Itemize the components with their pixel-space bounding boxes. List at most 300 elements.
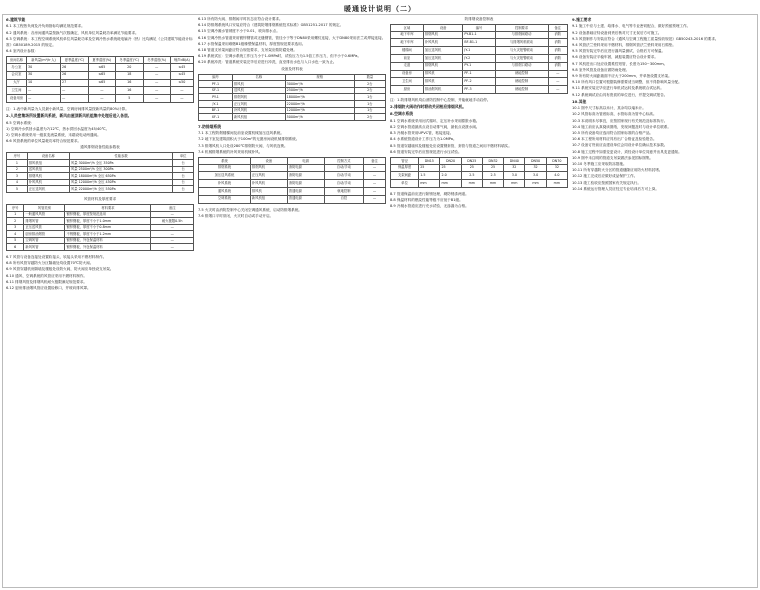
table-cell: 就地控制 (495, 70, 548, 78)
paragraph: 6.13 所有防火阀、排烟阀平时状态应符合设计要求。 (198, 17, 283, 21)
table-header-cell: DN15 (419, 158, 440, 165)
table-cell: 台 (173, 179, 194, 186)
table-cell: 26 (61, 71, 89, 79)
table-row (391, 31, 568, 39)
table-cell: 办公室 (7, 64, 27, 72)
table-cell: 新风机组 (233, 114, 286, 121)
table-cell: mm (440, 180, 461, 188)
column-1 (6, 16, 194, 584)
table-cell: 1 (7, 211, 24, 218)
table-cell: 排烟风机 (423, 31, 463, 39)
table-header-row (391, 158, 568, 165)
paragraph: 6.14 防排烟系统风口安装应符合《建筑防烟排烟系统技术标准》GB51251-2017 的规定。 (198, 23, 344, 28)
table-cell: ≤45 (170, 64, 193, 72)
table-cell: 25 (440, 164, 461, 172)
table-cell: — (151, 211, 194, 218)
paragraph: 10.12 施工完成后应做好成品保护工作。 (572, 174, 638, 179)
table-cell: 消防 (548, 39, 567, 47)
design-parameter-table (6, 56, 194, 103)
table-row (391, 47, 568, 55)
table-cell: PY-B1-1 (463, 31, 495, 39)
table-cell: 与火灾报警联动 (495, 54, 548, 62)
table-row (7, 87, 194, 95)
table-cell: 新风机组 (250, 195, 287, 203)
paragraph: 9.2 设备基础应待设备到货后核对尺寸无误后方可施工。 (572, 30, 662, 35)
table-row (7, 244, 194, 251)
paragraph: 7.1 本工程防烟楼梯间及前室设置机械加压送风系统。 (198, 131, 284, 136)
table-cell: 3000m³/h (285, 81, 354, 88)
paragraph: 10.10 冬季施工应采取防冻措施。 (572, 162, 627, 167)
table-cell: 1台 (354, 101, 385, 108)
paragraph: 8.6 管道安装完毕后应按规范进行水压试验。 (390, 149, 462, 154)
table-cell: ≤65 (88, 79, 115, 87)
table-row (391, 164, 568, 172)
table-cell: XF-1 (199, 114, 233, 121)
table-header-cell: 夏季温度(℃) (61, 57, 89, 64)
table-cell: ≤65 (88, 71, 115, 79)
table-cell: 地下车库 (391, 31, 424, 39)
table-header-cell: 序号 (7, 153, 28, 160)
table-header-cell: 房间名称 (7, 57, 27, 64)
table-cell: 排油烟风机 (423, 86, 463, 94)
table-row (199, 172, 386, 180)
table-header-cell: DN32 (482, 158, 503, 165)
table-header-cell: 噪声dB(A) (170, 57, 193, 64)
table-cell: — (88, 87, 115, 95)
table-cell: 18 (115, 71, 143, 79)
table-header-row (199, 74, 386, 81)
table-cell: — (170, 87, 193, 95)
paragraph: 8.1 空调水系统采用闭式循环，定压补水采用膨胀水箱。 (390, 118, 480, 123)
paragraph: 6.15 空调冷凝水管坡度不小于0.01，坡向排水点。 (198, 29, 280, 34)
table-row (7, 218, 194, 225)
paragraph: 9.9 所有防火阀距墙面不应大于200mm，并单独设置支吊架。 (572, 74, 672, 79)
paragraph: 10.13 竣工验收应按照国家有关规定执行。 (572, 180, 641, 185)
section-heading: 7.防排烟系统 (198, 123, 222, 129)
table-header-cell: DN40 (504, 158, 525, 165)
paragraph: 注：1.防排烟风机均由消防控制中心控制，并能就地手动启停。 (390, 97, 491, 102)
table-cell: — (548, 78, 567, 86)
table-cell: 16 (115, 87, 143, 95)
paragraph: 7.2 地下室及建筑面积大于100m²的无窗房间设机械排烟系统。 (198, 137, 300, 142)
table-cell: — (151, 237, 194, 244)
table-cell: 前室 (391, 54, 424, 62)
table-cell: JY-1 (463, 47, 495, 55)
table-row (7, 231, 194, 238)
table-cell: 新风风管 (24, 244, 65, 251)
duct-material-table (6, 204, 194, 251)
table-header-row (7, 57, 194, 64)
table-cell: 5 (7, 186, 28, 193)
table-cell: 卫生间 (391, 78, 424, 86)
table-header-cell: 编号 (463, 25, 495, 32)
table-cell: 26 (61, 64, 89, 72)
table-cell: 22000m³/h (285, 101, 354, 108)
paragraph: 6.16 空调冷热水管道采用镀锌钢管或无缝钢管，管径小于等于DN80采用螺纹连接，大于DN80采用法兰或焊接连接。 (198, 35, 386, 40)
paragraph: 10.7 设备订货前应由建设单位会同设计单位确认技术参数。 (572, 143, 668, 148)
table-cell: 一般通风风管 (24, 211, 65, 218)
table-cell: 30 (27, 71, 61, 79)
table-cell: 消防 (548, 31, 567, 39)
page-title: 暖通设计说明（二） (344, 4, 416, 13)
table-cell: 自控 (324, 195, 363, 203)
section-design-notes (6, 106, 194, 144)
table-cell: — (143, 87, 170, 95)
table-cell: — (364, 180, 386, 188)
table-row (391, 62, 568, 70)
paragraph: 8.4 水系统管道设计工作压力为1.0MPa。 (390, 137, 457, 142)
paragraph: 9.1 施工中应与土建、给排水、电气等专业密切配合，做好预留预埋工作。 (572, 24, 691, 29)
table-cell: 与排烟口联动 (495, 62, 548, 70)
table-row (199, 81, 386, 88)
table-header-cell: 数量 (354, 74, 385, 81)
table-cell: SF-1 (199, 87, 233, 94)
table-cell: mm (504, 180, 525, 188)
table-header-cell: 控制方式 (324, 158, 363, 165)
table-cell: 3.0 (525, 172, 546, 180)
table-cell: — (143, 71, 170, 79)
table-row (199, 187, 386, 195)
table-cell: — (143, 95, 170, 103)
table-cell: 2台 (354, 87, 385, 94)
paragraph: 8.2 空调水管道最高点设自动排气阀，最低点设泄水阀。 (390, 125, 480, 130)
paragraph: 9.4 风管法兰垫料采用不燃材料，排烟风管法兰垫料采用石棉垫。 (572, 43, 676, 48)
table-cell: 消防 (548, 54, 567, 62)
table-cell: 25 (461, 164, 482, 172)
table-header-row (7, 204, 194, 211)
table-cell: 32 (525, 164, 546, 172)
table-header-cell: 单位 (173, 153, 194, 160)
paragraph: 8.8 保温材料的燃烧性能等级不应低于B1级。 (390, 198, 463, 203)
table-cell: JY-2 (463, 54, 495, 62)
table-cell: 风量 2500m³/h 全压 300Pa (69, 166, 172, 173)
table-cell: 4 (7, 231, 24, 238)
table-cell: 楼梯间 (391, 47, 424, 55)
table-cell: 台 (173, 166, 194, 173)
table-cell: — (151, 224, 194, 231)
section-water-system (390, 97, 568, 155)
table-cell: mm (419, 180, 440, 188)
paragraph: 6.10 通风、空调系统的风管应采用不燃材料制作。 (6, 273, 88, 278)
table-cell: — (27, 95, 61, 103)
table-row (391, 78, 568, 86)
table-cell: BF-B1-1 (463, 39, 495, 47)
column-4 (572, 16, 754, 584)
table-cell: 风量 22000m³/h 全压 550Pa (69, 186, 172, 193)
table-cell: 补风系统 (199, 180, 251, 188)
table-cell: mm (546, 180, 567, 188)
table-header-row (199, 158, 386, 165)
table-cell: 消防电源 (287, 164, 324, 172)
table-header-cell: 设备 (423, 25, 463, 32)
table-caption: 防排烟设备控制表 (464, 17, 494, 21)
table-cell: 正压送风机 (27, 186, 69, 193)
table-cell: ≤50 (170, 79, 193, 87)
paragraph: 7.5 火灾时由消防控制中心关闭空调通风系统，启动防排烟系统。 (198, 207, 302, 212)
table-cell: 地下车库 (391, 39, 424, 47)
table-cell: PF-1 (463, 70, 495, 78)
table-cell: 2台 (354, 81, 385, 88)
paragraph: 6.1 本工程热负荷及冷负荷指标均满足规范要求。 (6, 24, 85, 29)
paragraph: 6.7 风管与设备连接处设置软接头，软接头采用不燃材料制作。 (6, 255, 107, 260)
table-cell: — (548, 86, 567, 94)
table-cell: 30 (27, 64, 61, 72)
table-cell: 排风机 (423, 70, 463, 78)
table-cell: 与排烟阀联动 (495, 31, 548, 39)
table-cell: 支架间距 (391, 172, 419, 180)
paragraph: 6.6 风管系统的单位风量耗功率符合规范要求。 (6, 139, 82, 144)
section-building-energy (6, 17, 194, 54)
table-row (199, 195, 386, 203)
equipment-list-table (198, 74, 386, 121)
table-caption: 风管材料及厚度要求 (83, 196, 117, 201)
table-row (7, 95, 194, 103)
paragraph: 9.10 所有风口位置可根据装修需要适当调整，但不得影响风量分配。 (572, 80, 682, 85)
table-cell: 台 (173, 173, 194, 180)
table-header-cell: 新风量(m³/h·人) (27, 57, 61, 64)
table-header-cell: 系统 (199, 158, 251, 165)
table-header-cell: 材料要求 (65, 204, 151, 211)
table-cell: 加压送风机 (423, 47, 463, 55)
section-piping-notes (198, 16, 386, 66)
table-row (7, 64, 194, 72)
section-fire-linkage (198, 207, 386, 219)
table-cell: 加压送风系统 (199, 172, 251, 180)
table-row (7, 166, 194, 173)
paragraph: 10.14 系统运行管理人员应经过专业培训后方可上岗。 (572, 186, 659, 191)
table-cell: 排烟风管 (24, 218, 65, 225)
section-smoke-control (198, 124, 386, 155)
table-cell: 普通电源 (287, 195, 324, 203)
smoke-control-table (390, 24, 568, 94)
table-caption: 通风排烟设备性能参数表 (80, 145, 120, 150)
table-header-cell: 性能参数 (69, 153, 172, 160)
paragraph: 8.5 管道穿越墙体及楼板处应设置钢套管，套管与管道之间用不燃材料填实。 (390, 143, 512, 148)
table-row (199, 94, 386, 101)
section-construction-requirements (572, 17, 754, 192)
table-row (391, 86, 568, 94)
table-cell: 补风风机 (423, 39, 463, 47)
table-cell: 2 (7, 218, 24, 225)
table-row (391, 39, 568, 47)
table-row (199, 164, 386, 172)
table-cell: ≤45 (170, 71, 193, 79)
table-cell: — (151, 231, 194, 238)
table-header-cell: 夏季湿度(%) (88, 57, 115, 64)
table-row (199, 107, 386, 114)
pipe-insulation-table (390, 157, 568, 188)
paragraph: 9.3 风管制作与安装应符合《通风与空调工程施工质量验收规范》GB50243-2016 的要求。 (572, 36, 719, 41)
table-cell: 4 (7, 179, 28, 186)
table-header-cell: 备注 (548, 25, 567, 32)
section-heading: 10.其他 (572, 98, 587, 104)
table-cell: 送风机 (233, 87, 286, 94)
paragraph: 8.7 管道保温前应进行除锈处理，刷防锈漆两道。 (390, 192, 469, 197)
paragraph: 10.8 施工过程中如需变更设计，须经设计单位同意并出具变更通知。 (572, 149, 682, 154)
paragraph: 6.5 空调水系统： (6, 120, 35, 125)
table-row (391, 180, 568, 188)
table-cell: 风量 12000m³/h 全压 450Pa (69, 179, 172, 186)
table-cell: 普通电源 (287, 187, 324, 195)
table-cell: ≤65 (88, 64, 115, 72)
table-row (7, 179, 194, 186)
table-cell: 台 (173, 186, 194, 193)
table-header-cell: 备注 (151, 204, 194, 211)
table-cell: 消防 (548, 47, 567, 55)
table-cell: 镀锌钢板，厚度按规范选用 (65, 211, 151, 218)
table-cell: mm (525, 180, 546, 188)
table-cell: 自动/手动 (324, 164, 363, 172)
paragraph: 10.9 图中未注明的管道支吊架做法参见国标图集。 (572, 155, 654, 160)
table-row (199, 180, 386, 188)
table-cell: 正压送风管 (24, 224, 65, 231)
table-cell: 2.5 (461, 172, 482, 180)
table-caption: 设备及材料表 (281, 66, 303, 71)
table-row (7, 79, 194, 87)
paragraph: 注：1.表中新风量为人员最小新风量，空调房间排风量按新风量的80%计算。 (6, 106, 129, 111)
table-cell: 20 (115, 64, 143, 72)
section-insulation-notes (390, 191, 568, 210)
table-cell: 正压风机 (233, 101, 286, 108)
paragraph: 7.6 排烟口平时常闭，火灾时自动或手动开启。 (198, 213, 274, 218)
table-cell: PY-1 (463, 62, 495, 70)
paragraph: 7.3 排烟风机入口处设280℃排烟防火阀，与风机连锁。 (198, 143, 288, 148)
table-cell: 2500m³/h (285, 87, 354, 94)
table-cell: 2.0 (440, 172, 461, 180)
table-header-row (7, 153, 194, 160)
table-cell: 风量 18000m³/h 全压 650Pa (69, 173, 172, 180)
table-cell: 2.5 (482, 172, 503, 180)
paragraph: 8.9 冷凝水管道应进行充水试验，无渗漏为合格。 (390, 204, 469, 209)
table-row (199, 101, 386, 108)
table-cell: 耐火极限0.5h (151, 218, 194, 225)
table-header-cell: 风管类别 (24, 204, 65, 211)
table-cell: — (88, 95, 115, 103)
table-cell: 1台 (354, 107, 385, 114)
table-cell: 1.5 (419, 172, 440, 180)
table-cell: 会议室 (7, 71, 27, 79)
table-cell: 1 (7, 159, 28, 166)
table-cell: 18000m³/h (285, 94, 354, 101)
table-cell: 走道 (391, 62, 424, 70)
table-header-cell: 名称 (233, 74, 286, 81)
table-cell: 大厅 (7, 79, 27, 87)
section-heading: 9.施工要求 (572, 17, 592, 22)
paragraph: 10.3 本说明未尽事宜，应按国家现行有关规范及标准执行。 (572, 118, 668, 123)
table-header-cell: 冬季湿度(%) (143, 57, 170, 64)
table-cell: 4.0 (546, 172, 567, 180)
table-cell: 排烟风机 (250, 164, 287, 172)
table-cell: 卫生间 (7, 87, 27, 95)
table-header-cell: 管径 (391, 158, 419, 165)
table-header-cell: 区域 (391, 25, 424, 32)
table-cell: 镀锌钢板，外包保温材料 (65, 237, 151, 244)
table-cell: 排风机 (250, 187, 287, 195)
table-header-cell: 控制要求 (495, 25, 548, 32)
paragraph: 10.1 图中尺寸标高以米计，其余均以毫米计。 (572, 106, 646, 111)
paragraph: 6.19 系统试压：空调水系统工作压力小于1.0MPa时，试验压力为1.5倍工作压力，但不小于0.6MPa。 (198, 54, 362, 59)
paragraph: 9.7 风机进出口处应设置柔性短管，长度为150~300mm。 (572, 61, 668, 66)
paragraph: 7.4 机械排烟系统的补风采用机械补风。 (198, 149, 263, 154)
table-cell: 32 (504, 164, 525, 172)
table-cell: — (27, 87, 61, 95)
table-cell: 空调系统 (199, 195, 251, 203)
table-row (391, 70, 568, 78)
paragraph: 6.17 水管保温采用难燃B1级橡塑保温材料，厚度按规范要求选用。 (198, 41, 306, 46)
table-cell: 消防电源 (287, 172, 324, 180)
table-cell: 消防 (548, 62, 567, 70)
table-cell: — (548, 70, 567, 78)
table-cell: 3 (7, 173, 28, 180)
paragraph: 6.8 所有风管穿越防火分区隔墙处均设置70℃防火阀。 (6, 261, 94, 266)
paragraph: 10.11 所有穿越防火分区的管道缝隙应用防火材料封堵。 (572, 168, 663, 173)
table-cell: PY-1 (199, 94, 233, 101)
table-row (7, 211, 194, 218)
table-cell: — (364, 164, 386, 172)
paragraph: 9.8 室外风管及设备应做防雨处理。 (572, 67, 630, 72)
table-cell: 3.0 (504, 172, 525, 180)
table-cell: PF-3 (463, 86, 495, 94)
table-cell: 5 (115, 95, 143, 103)
table-row (199, 114, 386, 121)
table-cell: 2 (7, 166, 28, 173)
table-cell: — (364, 172, 386, 180)
section-duct-notes (6, 254, 194, 291)
table-header-cell: 设备名称 (27, 153, 69, 160)
paragraph: 6.11 排烟风管及排烟风机耐火极限满足规范要求。 (6, 279, 88, 284)
table-cell: 自动/手动 (324, 180, 363, 188)
table-row (199, 87, 386, 94)
paragraph: 9.6 设备安装应平稳牢固，减振装置应符合设计要求。 (572, 55, 658, 60)
table-cell: 设备用房 (7, 95, 27, 103)
table-cell: 16 (115, 79, 143, 87)
table-header-cell: DN20 (440, 158, 461, 165)
table-row (7, 71, 194, 79)
column-3 (390, 16, 568, 584)
paragraph: 10.5 所有设备均应选用符合国家标准的合格产品。 (572, 131, 654, 136)
table-cell: — (364, 187, 386, 195)
table-cell: 5 (7, 237, 24, 244)
paragraph: 9.12 系统调试应由具有资质的单位进行，并提交调试报告。 (572, 92, 668, 97)
paragraph: 6.2 通风系统：各房间通风量按换气次数确定，风机单位风量耗功率满足节能要求。 (6, 30, 139, 35)
table-cell: 镀锌钢板，厚度不小于0.8mm (65, 224, 151, 231)
table-cell: 送风机组 (27, 166, 69, 173)
table-cell: JY-1 (199, 101, 233, 108)
paragraph: 9.11 系统安装完毕应进行单机试运转及系统联合试运转。 (572, 86, 664, 91)
section-heading: 2.排烟防火阀动作时联动关闭相应排烟风机。 (390, 104, 467, 110)
table-cell: 与火灾报警联动 (495, 47, 548, 55)
table-cell: 5000m³/h (285, 114, 354, 121)
table-header-cell: DN70 (546, 158, 567, 165)
table-cell: 就地控制 (495, 86, 548, 94)
table-row (7, 186, 194, 193)
table-cell: 6 (7, 244, 24, 251)
table-cell: 加压送风机 (423, 54, 463, 62)
table-cell: 厨房排油烟管 (24, 231, 65, 238)
table-cell: 1台 (354, 94, 385, 101)
paragraph: 6.18 管道支吊架间距应符合规范要求，支吊架应做防腐处理。 (198, 48, 297, 53)
table-row (391, 54, 568, 62)
section-heading: 8.空调水系统 (390, 111, 414, 117)
section-heading: 2.人员密集场所设置新风系统，新风由屋顶新风机组集中处理后送入各层。 (6, 113, 132, 119)
table-cell: — (143, 79, 170, 87)
paragraph: 1) 空调冷水供回水温度为7/12℃，热水供回水温度为45/40℃。 (6, 126, 110, 131)
table-header-cell: 序号 (7, 204, 24, 211)
table-cell: 通风系统 (199, 187, 251, 195)
system-power-table (198, 157, 386, 204)
paragraph: 9.5 风管安装完毕后应进行漏风量测试，合格后方可保温。 (572, 49, 666, 54)
table-cell: 就地控制 (495, 78, 548, 86)
